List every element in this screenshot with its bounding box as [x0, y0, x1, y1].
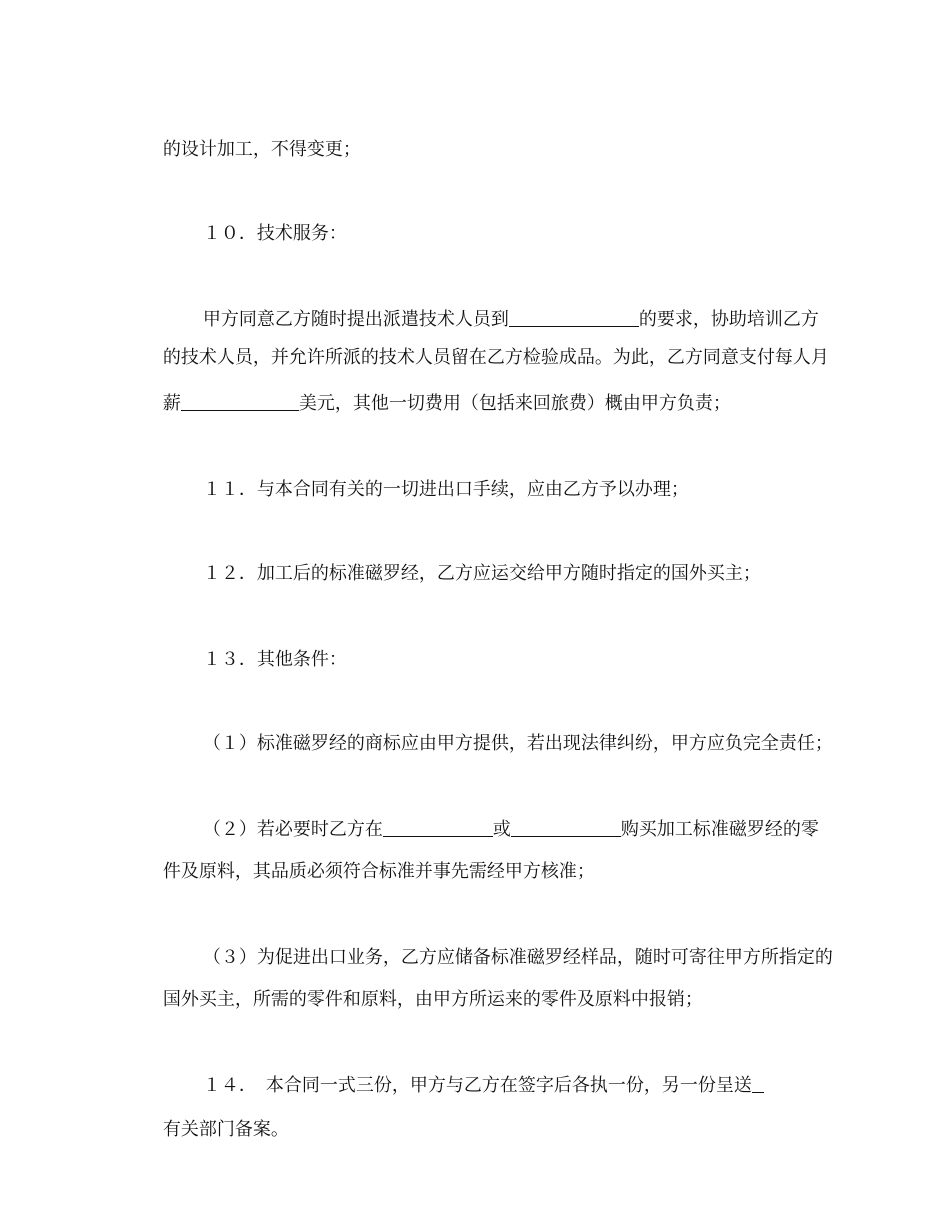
text: １２．加工后的标准磁罗经，乙方应运交给甲方随时指定的国外买主； [202, 563, 761, 584]
section-13-item-2-line-1 [180, 794, 819, 840]
text: （３）为促进出口业务，乙方应储备标准磁罗经样品，随时可寄往甲方所指定的 [202, 947, 833, 968]
section-12 [180, 538, 761, 584]
text: １０．技术服务： [202, 223, 347, 244]
section-10-line-2 [140, 322, 829, 368]
section-14-line-2 [140, 1094, 289, 1140]
section-10-heading [180, 198, 347, 244]
section-13-item-1 [180, 708, 833, 754]
text: １４． 本合同一式三份，甲方与乙方在签字后各执一份，另一份呈送 [202, 1075, 752, 1096]
paragraph-continuation [140, 114, 361, 160]
text: 美元，其他一切费用（包括来回旅费）概由甲方负责； [298, 393, 731, 414]
text: （２）若必要时乙方在 [202, 819, 383, 840]
fill-blank-department [752, 1074, 764, 1093]
section-13-heading [180, 624, 347, 670]
section-13-item-3-line-1 [180, 922, 833, 968]
text: 的要求，协助培训乙方 [638, 309, 819, 330]
section-10-line-1 [180, 284, 819, 330]
section-11 [180, 454, 689, 500]
text: 或 [492, 819, 511, 840]
text: 国外买主，所需的零件和原料，由甲方所运来的零件及原料中报销； [162, 989, 703, 1010]
text: １３．其他条件： [202, 649, 347, 670]
section-13-item-2-line-2 [140, 836, 595, 882]
section-13-item-3-line-2 [140, 964, 703, 1010]
text: 件及原料，其品质必须符合标准并事先需经甲方核准； [162, 861, 595, 882]
text: 甲方同意乙方随时提出派遣技术人员到 [202, 309, 509, 330]
section-10-line-3 [140, 368, 731, 414]
fill-blank-place-1 [383, 818, 493, 837]
text: 购买加工标准磁罗经的零 [620, 819, 819, 840]
text: 薪 [162, 393, 181, 414]
text: 的设计加工，不得变更； [162, 139, 361, 160]
text: 有关部门备案。 [162, 1119, 289, 1140]
fill-blank-place-2 [511, 818, 621, 837]
text: 的技术人员，并允许所派的技术人员留在乙方检验成品。为此，乙方同意支付每人月 [162, 347, 829, 368]
text: １１．与本合同有关的一切进出口手续，应由乙方予以办理； [202, 479, 689, 500]
text: （１）标准磁罗经的商标应由甲方提供，若出现法律纠纷，甲方应负完全责任； [202, 733, 833, 754]
section-14-line-1 [180, 1050, 764, 1096]
fill-blank-salary [181, 392, 299, 411]
